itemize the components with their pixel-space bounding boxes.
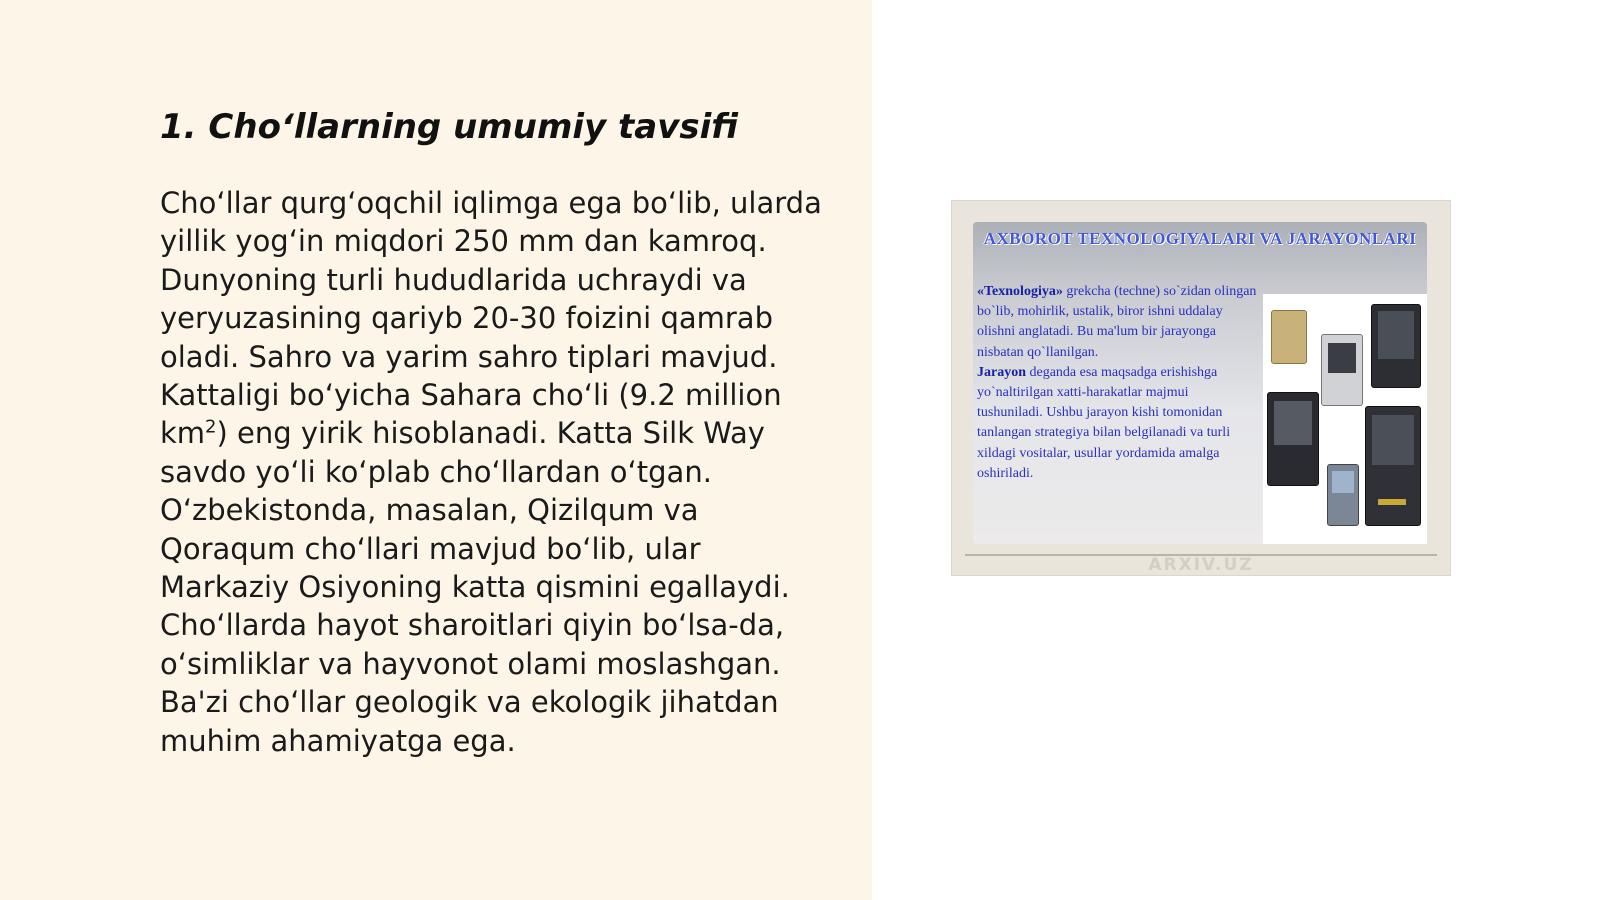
body-line: Markaziy Osiyoning katta qismini egallaydi. [160,570,790,605]
terminal-icon [1267,392,1319,486]
body-line: Ba'zi cho‘llar geologik va ekologik jihatdan [160,685,779,720]
rugged-laptop-icon [1365,406,1421,526]
watermark: ARXIV.UZ [1148,555,1254,575]
jarayon-definition: deganda esa maqsadga erishishga yo`naltirilgan xatti-harakatlar majmui tushuniladi. Ushbu jarayon kishi tomonidan tanlangan strategiya bilan belgilanadi va turli xildagi vositalar, usullar yordamida amalga oshiriladi. [977,364,1231,481]
body-line: Cho‘llarda hayot sharoitlari qiyin bo‘lsa-da, [160,608,785,643]
body-line: Kattaligi bo‘yicha Sahara cho‘li (9.2 million [160,378,782,413]
tablet-icon [1371,304,1421,388]
embedded-slide-title: AXBOROT TEXNOLOGIYALARI VA JARAYONLARI [983,229,1417,248]
embedded-slide-text [977,282,1257,484]
body-line: muhim ahamiyatga ega. [160,723,516,758]
handheld-icon [1321,334,1363,406]
body-line: oladi. Sahro va yarim sahro tiplari mavjud. [160,339,778,374]
km-unit: km [160,416,206,451]
km-line-rest: ) eng yirik hisoblanadi. Katta Silk Way [216,416,765,451]
body-line: savdo yo‘li ko‘plab cho‘llardan o‘tgan. [160,454,712,489]
embedded-slide-image [951,200,1451,576]
body-line: Qoraqum cho‘llari mavjud bo‘lib, ular [160,531,701,566]
body-line: Dunyoning turli hududlarida uchraydi va [160,262,747,297]
term-jarayon: Jarayon [977,364,1026,380]
body-line: O‘zbekistonda, masalan, Qizilqum va [160,493,699,528]
body-line: Cho‘llar qurg‘oqchil iqlimga ega bo‘lib, ularda [160,186,822,220]
body-line-km [160,414,850,452]
body-line: yillik yog‘in miqdori 250 mm dan kamroq. [160,224,767,259]
slide-body-text [160,184,850,760]
pda-icon [1327,464,1359,526]
embedded-slide-content [973,222,1427,544]
body-line: yeryuzasining qariyb 20-30 foizini qamrab [160,301,773,336]
laptop-icon [1271,310,1307,364]
body-line: o‘simliklar va hayvonot olami moslashgan. [160,646,781,681]
slide-title: 1. Cho‘llarning umumiy tavsifi [160,107,739,147]
texnologiya-definition: grekcha (techne) so`zidan olingan bo`lib, mohirlik, ustalik, biror ishni uddalay olishni anglatadi. Bu ma'lum bir jarayonga nisbatan qo`llanilgan. [977,284,1257,360]
km-exponent: 2 [205,416,217,438]
term-texnologiya: «Texnologiya» [977,284,1063,299]
devices-photo [1263,294,1427,544]
